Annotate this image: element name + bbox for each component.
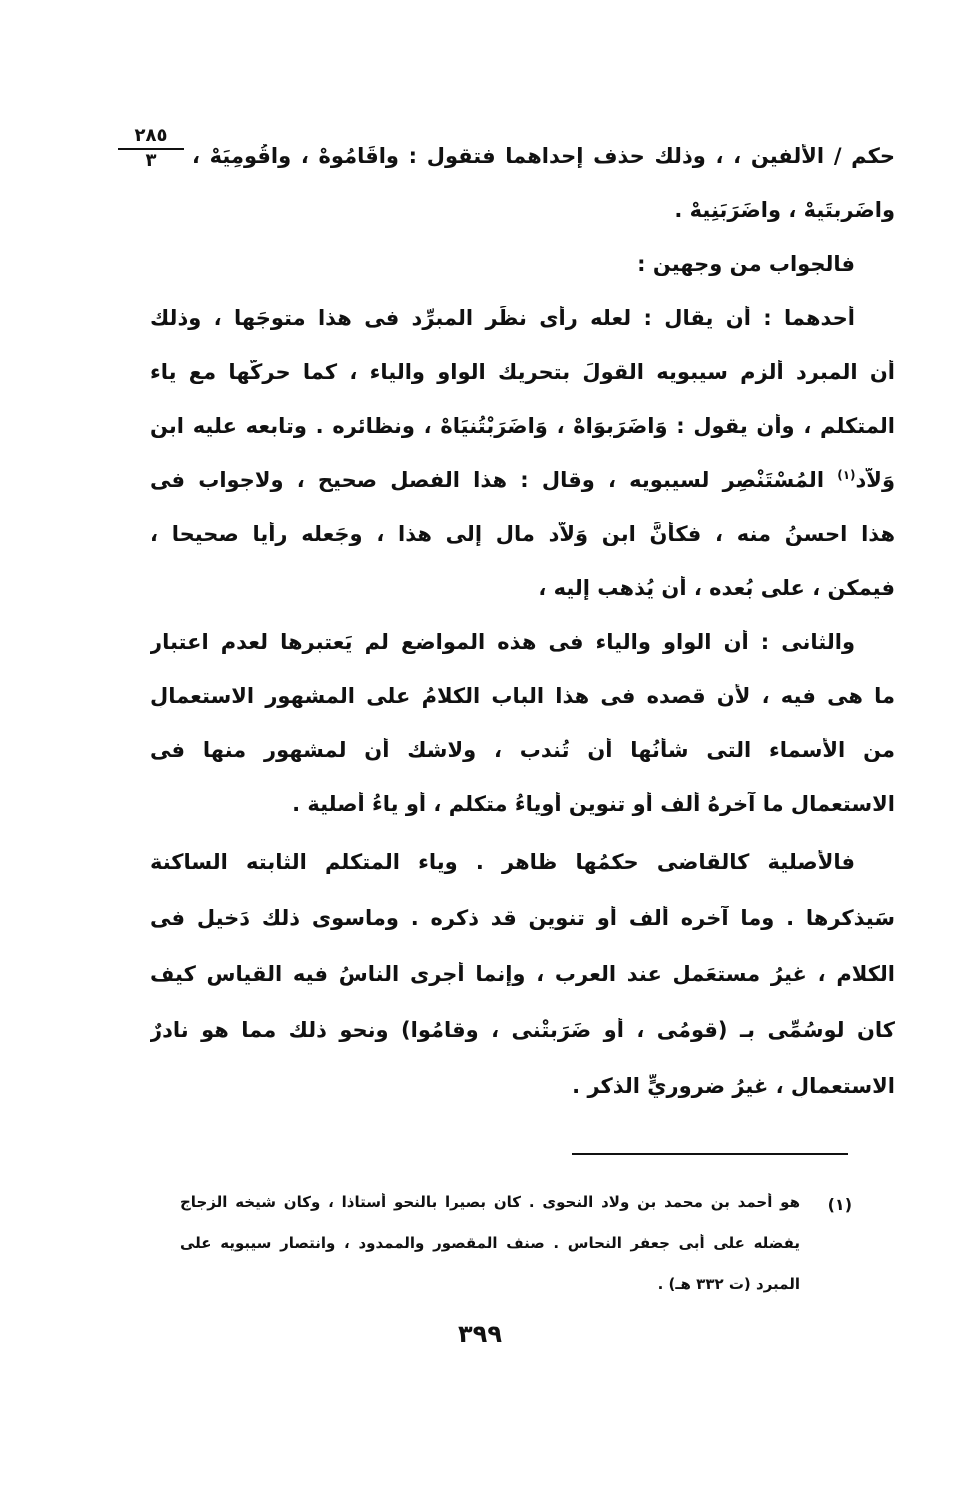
body-line-5: أن المبرد ألزم سيبويه القولَ بتحريك الواو والياء ، كما حركَّها مع ياء <box>150 360 895 384</box>
margin-ref-numerator: ٢٨٥ <box>134 125 168 146</box>
page-number: ٣٩٩ <box>458 1320 502 1348</box>
body-line-7-text: المُسْتَنْصِر لسيبويه ، وقال : هذا الفصل صحيح ، ولاجواب فى <box>150 468 825 492</box>
body-line-1: حكم / الألفين ، ، وذلك حذف إحداهما فتقول : واقَامُوهْ ، واقُومِيَهْ ، <box>192 144 895 168</box>
body-line-17: كان لوسُمِّى بـ (قومُى ، أو ضَرَبتْنى ، وقامُوا) ونحو ذلك مما هو نادرٌ <box>150 1018 895 1042</box>
margin-ref-denominator: ٣ <box>145 150 157 171</box>
body-line-2: واضَرِبتَيِهْ ، واضَرَبَنِيهْ . <box>674 198 895 222</box>
footnote-marker: (١) <box>837 468 856 482</box>
body-line-12: من الأسماء التى شأنُها أن تُندب ، ولاشك أن لمشهور منها فى <box>150 738 895 762</box>
body-line-6: المتكلم ، وأن يقول : وَاضَرَبوَاهْ ، وَاضَرَبْتُنيَاهْ ، ونظائره . وتابعه عليه ابن <box>150 414 895 438</box>
footnote-number: (١) <box>827 1195 852 1214</box>
body-line-9: فيمكن ، على بُعده ، أن يُذهب إليه ، <box>538 576 895 600</box>
footnote-divider <box>572 1153 848 1155</box>
body-line-3: فالجواب من وجهين : <box>637 252 855 276</box>
body-line-4: أحدهما : أن يقال : لعله رأى نظَر المبرِّد فى هذا متوجَها ، وذلك <box>150 306 855 330</box>
body-line-10: والثانى : أن الواو والياء فى هذه المواضع لم يَعتبرها لعدم اعتبار <box>150 630 855 654</box>
margin-reference <box>118 126 184 170</box>
wallad-name: وَلاَّد <box>855 468 895 492</box>
body-line-15: سَيذكرها . وما آخره ألف أو تنوين قد ذكره . وماسوى ذلك دَخيل فى <box>150 906 895 930</box>
body-line-11: ما هى فيه ، لأن قصده فى هذا الباب الكلامُ على المشهور الاستعمالِ <box>150 684 895 708</box>
body-line-8: هذا احسنُ منه ، فكأنَّ ابن وَلاَّد مال إلى هذا ، وجَعله رأيا صحيحا ، <box>150 522 895 546</box>
body-line-13: الاستعمال ما آخرهُ ألف أو تنوين أوياءُ متكلم ، أو ياءُ أصلية . <box>292 792 895 816</box>
body-line-18: الاستعمالِ ، غيرُ ضروريٍّ الذكر . <box>572 1074 895 1098</box>
footnote-line-2: يفضله على أبى جعفر النحاس . صنف المقصور والممدود ، وانتصار سيبويه على <box>180 1234 800 1252</box>
body-line-14: فالأصلية كالقاضى حكمُها ظاهر . وياء المتكلم الثابته الساكنة <box>150 850 855 874</box>
body-line-16: الكلام ، غيرُ مستعَمل عند العرب ، وإنما أجرى الناسُ فيه القياس كيف <box>150 962 895 986</box>
footnote-line-3: المبرد (ت ٣٣٢ هـ) . <box>657 1275 800 1293</box>
body-line-7 <box>150 468 895 492</box>
footnote-line-1: هو أحمد بن محمد بن ولاد النحوى . كان بصيرا بالنحو أستاذا ، وكان شيخه الزجاج <box>180 1193 800 1211</box>
